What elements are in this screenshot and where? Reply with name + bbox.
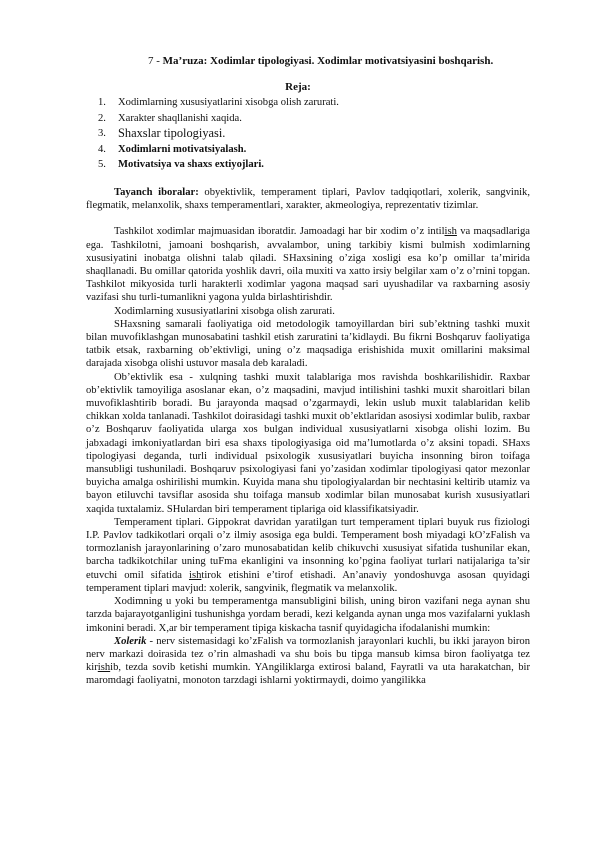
paragraph: Ob’ektivlik esa - xulqning tashki muxit talablariga mos ravishda boshkarilishidir. Raxbar ob’ektivlik tamoyiliga asoslanar ekan, o’z maqsadini, mavjud intilishini tashki muxit sharoitlari bilan muvofiklashtirib boradi. Bu jarayonda maqsad o’zgarmaydi, lekin uslub muxit talablaridan kelib chikkan xolda tanlanadi. Tashkilot doirasidagi tashki muxit ob’ektlaridan asosiysi xodimlar bulib, raxbar o’z Boshqaruv faoliyatida ularga xos bulgan individual xususiyatlarni xisobga olishi lozim. Bu jabxadagi imkoniyatlardan biri esa shaxs tipologiyasiga oid ma’lumotlarda o’z aksini topadi. SHaxs tipologiyasi deganda, turli individual psixologik xususiyatlari buyicha insonning biron toifaga mansubligi tushuniladi. Boshqaruv psixologiyasi fani yo’zasidan xodimlar tipologiyasi qator mezonlar buyicha amalga oshirilishi mumkin. Kuyida mana shu tipologiyalardan bir nechtasini keltirib utamiz va bayon etiluvchi tavsiflar asosida shu toifaga mansub xodimlar bilan munosabat kurish xususiyatlari xaqida tuxtalamiz. SHulardan biri temperament tiplariga oid klassifikatsiyadir. — [86, 371, 530, 515]
plan-item-number: 5. — [98, 159, 106, 170]
text-run-underlined: ish — [189, 569, 202, 581]
plan-item-text: Xodimlarning xususiyatlarini xisobga olish zarurati. — [118, 97, 339, 108]
plan-item-number: 3. — [98, 128, 106, 139]
text-run: ib, tezda sovib ketishi mumkin. YAngiliklarga extirosi baland, Fayratli va uta harakatchan, bir maromdagi faoliyatni, monoton tarzdagi ishlarni yoktirmaydi, doimo yangilikka — [86, 662, 530, 687]
plan-item-text: Motivatsiya va shaxs extiyojlari. — [118, 159, 264, 170]
plan-item — [98, 143, 339, 159]
section-heading: Xodimlarning xususiyatlarini xisobga olish zarurati. — [114, 305, 335, 317]
paragraph — [86, 516, 530, 595]
text-run: Temperament tiplari. Gippokrat davridan yaratilgan turt temperament tiplari buyuk rus fiziologi I.P. Pavlov tadkikotlari orqali o’z ilmiy asosiga ega buldi. Temperament bosh miyadagi kO’zFalish va tormozlanish jarayonlarining o’zaro munosabatidan kelib chikuvchi xususiyat sifatida tushunilar ekan, barcha tadkikotchilar uning tuFma ekanligini va insonning ko’pgina faoliyat turlari natijalariga ta’sir etuvchi omil sifatida — [86, 516, 530, 581]
plan-item — [98, 127, 339, 143]
lecture-title — [148, 54, 493, 68]
keywords-text: obyektivlik, temperament tiplari, Pavlov tadqiqotlari, xolerik, sangvinik, flegmatik, melanxolik, shaxs temperamentlari, xarakter, akmeologiya, reprezentativ tizimlar. — [86, 187, 531, 212]
plan-item-number: 2. — [98, 112, 106, 124]
text-run: - nerv sistemasidagi ko’zFalish va tormozlanish jarayonlari kuchli, bu ikki jarayon biron nerv markazi doirasida tez o’rin almashadi va shu bois bu tipga mansub kimsa biron faoliyatga tez kir — [86, 635, 530, 674]
lecture-body — [86, 186, 530, 688]
paragraph: Xodimning u yoki bu temperamentga mansubligini bilish, uning biron vazifani nega aynan shu tarzda bajarayotganligini tushunishga yordam beradi, kezi kelganda aynan unga mos vazifalarni yuklash imkonini beradi. X,ar bir temperament tipiga kiskacha tasnif quyidagicha ifodalanishi mumkin: — [86, 596, 530, 634]
plan-item-number: 1. — [98, 97, 106, 108]
title-number: 7 - — [148, 55, 163, 67]
plan-heading: Reja: — [285, 81, 311, 93]
paragraph — [86, 225, 530, 304]
text-run: va maqsadlariga ega. Tashkilotni, jamoani boshqarish, avvalambor, uning tarkibiy kismi bulmish xodimlarning xususiyatini inobatga olishni talab qiladi. SHaxsining o’ziga xosligi esa ko’p omillar ta’mirida shaqllanadi. Bu omillar qatorida yoshlik davri, oila muxiti va xatto irsiy belgilar xam o’z o’rnini topgan. Tashkilot mikyosida turli harakterli xodimlar yagona maqsad sari uyushadilar va raxbarning asosiy vazifasi shu turli-tumanlikni yagona yulda birlashtirishdir. — [86, 226, 531, 304]
paragraph: SHaxsning samarali faoliyatiga oid metodologik tamoyillardan biri sub’ektning tashki muxit bilan muvofiklashgan munosabatini tashkil etish zaruratini ta’kidlaydi. Bu fikrni Boshqaruv faoliyatiga tatbik etsak, raxbarning ob’ektivligi, uning o’z maqsadiga erishishida muxit omillarini maksimal darajada xisobga olishi ustuvor masala deb karaladi. — [86, 318, 530, 370]
plan-item-text: Xarakter shaqllanishi xaqida. — [118, 112, 242, 124]
text-run: Tashkilot xodimlar majmuasidan iboratdir. Jamoadagi har bir xodim o’z intil — [114, 226, 445, 238]
paragraph — [86, 635, 530, 688]
keywords-label: Tayanch iboralar: — [114, 187, 199, 198]
plan-item-text: Shaxslar tipologiyasi. — [118, 126, 226, 140]
plan-item — [98, 112, 339, 128]
text-run-underlined: ish — [444, 226, 457, 238]
term-xolerik: Xolerik — [114, 635, 147, 647]
text-run-underlined: ish — [97, 662, 111, 674]
plan-item — [98, 158, 339, 174]
text-run: tirok etishini e’tirof etishadi. An’anaviy yondoshuvga asosan quyidagi temperament tiplari mavjud: xolerik, sangvinik, flegmatik va melanxolik. — [86, 569, 530, 594]
plan-list — [98, 96, 339, 174]
plan-item-text: Xodimlarni motivatsiyalash. — [118, 143, 247, 155]
keywords-paragraph — [86, 186, 530, 212]
plan-item-number: 4. — [98, 143, 106, 155]
title-text: Ma’ruza: Xodimlar tipologiyasi. Xodimlar motivatsiyasini boshqarish. — [162, 55, 494, 67]
plan-item — [98, 96, 339, 112]
